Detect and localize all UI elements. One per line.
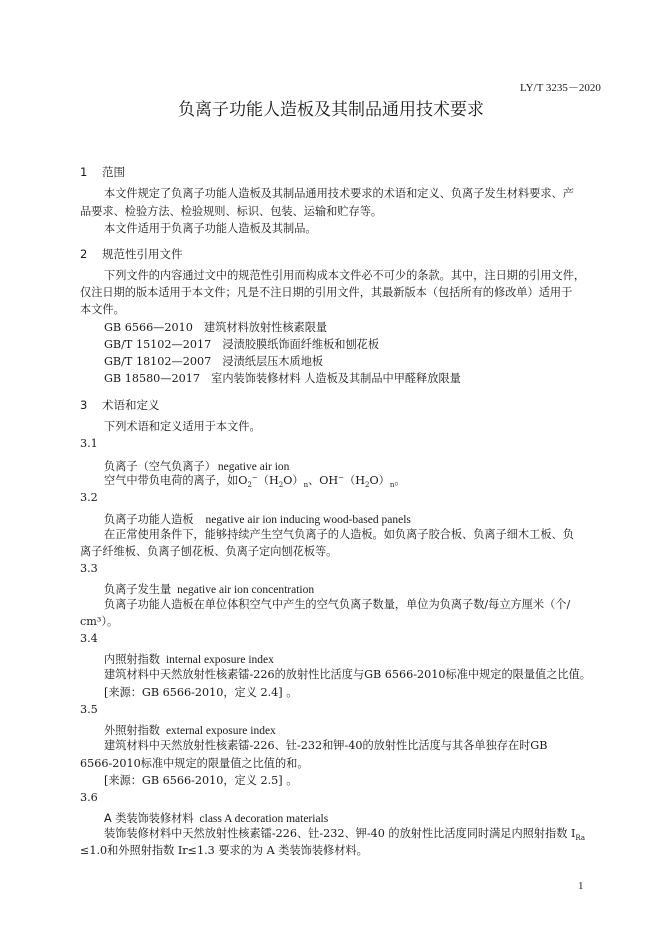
term-definition: 建筑材料中天然放射性核素镭-226的放射性比活度与GB 6566-2010标准中规定的限量值之比值。	[104, 668, 591, 681]
term-definition-line: 建筑材料中天然放射性核素镭-226、钍-232和钾-40的放射性比活度与其各单独存在时GB	[104, 739, 548, 752]
term-english: external exposure index	[165, 725, 276, 737]
section-2-heading	[80, 246, 183, 262]
reference-item: GB 6566—2010 建筑材料放射性核素限量	[104, 321, 328, 334]
page-number: 1	[578, 880, 584, 892]
term-definition-line: 负离子功能人造板在单位体积空气中产生的空气负离子数量，单位为负离子数/每立方厘米（个/	[104, 598, 571, 611]
paragraph-line: 本文件适用于负离子功能人造板及其制品。	[104, 222, 317, 235]
reference-item: GB/T 18102—2007 浸渍纸层压木质地板	[104, 355, 324, 368]
term-english: internal exposure index	[165, 654, 274, 666]
term-definition: 空气中带负电荷的离子，如$O_2^-(H_2O)_n$、$OH^-(H_2O)_n$。	[104, 473, 406, 490]
paragraph-line: 仅注日期的版本适用于本文件；凡是不注日期的引用文件，其最新版本（包括所有的修改单）适用于	[80, 286, 573, 299]
term-definition-line: 6566-2010标准中规定的限量值之比值的和。	[80, 757, 309, 770]
section-3-heading	[80, 397, 160, 413]
reference-item: GB/T 15102—2017 浸渍胶膜纸饰面纤维板和刨花板	[104, 338, 380, 351]
term-chinese: 外照射指数	[104, 724, 160, 737]
term-entry	[104, 648, 274, 667]
section-1-heading	[80, 164, 125, 180]
term-definition-line: 在正常使用条件下，能够持续产生空气负离子的人造板。如负离子胶合板、负离子细木工板、负	[104, 528, 574, 541]
term-number: 3.3	[80, 562, 98, 575]
section-title: 范围	[102, 165, 125, 179]
term-english: negative air ion inducing wood-based panels	[205, 514, 411, 526]
term-english: negative air ion concentration	[177, 584, 315, 596]
paragraph-line: 下列术语和定义适用于本文件。	[104, 420, 261, 433]
paragraph-line: 本文件。	[80, 303, 125, 316]
document-title: 负离子功能人造板及其制品通用技术要求	[178, 100, 484, 120]
term-source: [来源：GB 6566-2010，定义 2.4] 。	[104, 686, 298, 699]
term-definition-line: 装饰装修材料中天然放射性核素镭-226、钍-232、钾-40 的放射性比活度同时满足内照射指数 $I_{Ra}$	[104, 827, 585, 843]
term-entry	[104, 807, 328, 826]
term-number: 3.6	[80, 791, 98, 804]
term-number: 3.4	[80, 632, 98, 645]
paragraph-line: 下列文件的内容通过文中的规范性引用而构成本文件必不可少的条款。其中，注日期的引用文件，	[104, 269, 586, 282]
term-english: negative air ion	[217, 461, 290, 473]
term-source: [来源：GB 6566-2010，定义 2.5] 。	[104, 774, 298, 787]
term-chinese: 负离子（空气负离子）	[104, 460, 216, 473]
term-entry	[104, 508, 411, 527]
reference-item: GB 18580—2017 室内装饰装修材料 人造板及其制品中甲醛释放限量	[104, 372, 461, 385]
section-title: 术语和定义	[102, 398, 160, 412]
term-number: 3.1	[80, 437, 98, 450]
standard-number: LY/T 3235－2020	[520, 82, 601, 94]
term-entry	[104, 719, 276, 738]
section-number: 3	[80, 398, 88, 412]
term-entry	[104, 578, 314, 597]
section-title: 规范性引用文件	[102, 247, 183, 261]
term-english: class A decoration materials	[199, 813, 329, 825]
term-definition-line: ≤1.0和外照射指数 Ir≤1.3 要求的为 A 类装饰装修材料。	[80, 844, 368, 857]
term-number: 3.2	[80, 491, 98, 504]
paragraph-line: 本文件规定了负离子功能人造板及其制品通用技术要求的术语和定义、负离子发生材料要求、产	[104, 187, 574, 200]
term-definition-line: 离子纤维板、负离子刨花板、负离子定向刨花板等。	[80, 545, 338, 558]
section-number: 2	[80, 247, 88, 261]
term-definition-line: cm³）。	[80, 615, 119, 628]
term-chinese: A 类装饰装修材料	[104, 812, 194, 825]
term-chinese: 内照射指数	[104, 653, 160, 666]
section-number: 1	[80, 165, 88, 179]
paragraph-line: 品要求、检验方法、检验规则、标识、包装、运输和贮存等。	[80, 205, 383, 218]
term-chinese: 负离子发生量	[104, 583, 172, 596]
term-chinese: 负离子功能人造板	[104, 513, 194, 526]
term-number: 3.5	[80, 703, 98, 716]
